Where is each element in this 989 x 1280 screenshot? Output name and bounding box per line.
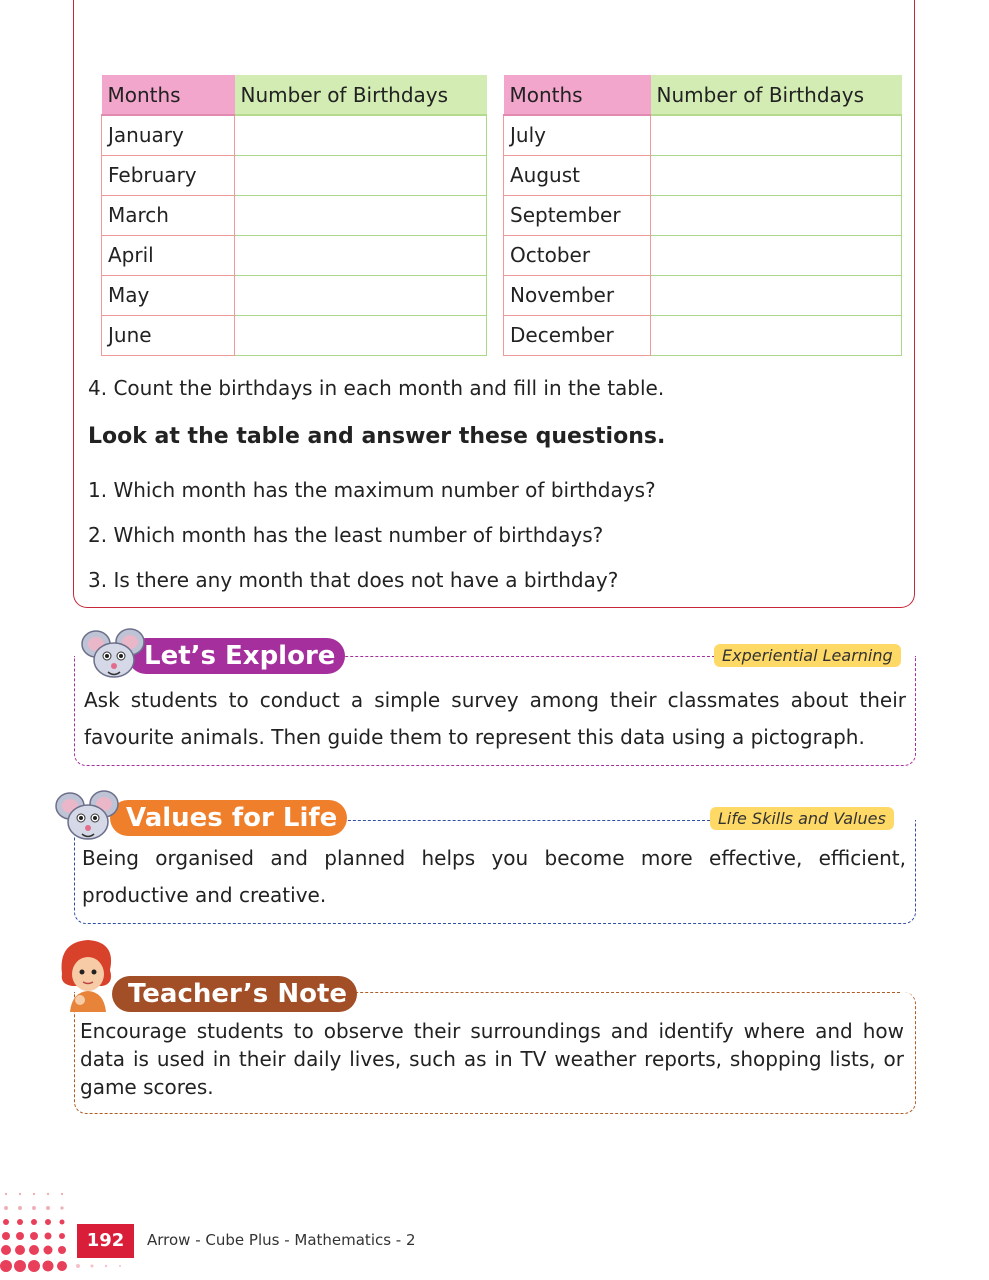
table-row [504,195,902,235]
birthday-count-cell[interactable] [235,235,487,275]
month-cell: July [504,115,651,155]
table-row [102,275,487,315]
question-item: 3. Is there any month that does not have a birthday? [88,568,619,592]
birthday-table-jan-jun [101,75,487,356]
month-cell: February [102,155,235,195]
mouse-mascot-icon [78,628,148,684]
birthday-count-cell[interactable] [651,115,902,155]
values-tag: Life Skills and Values [710,807,894,830]
teacher-girl-icon [52,934,122,1014]
explore-tag: Experiential Learning [714,644,901,667]
teacher-note-text: Encourage students to observe their surroundings and identify where and how data is used in their daily lives, such as in TV weather reports, shopping lists, or game scores. [80,1019,904,1099]
birthday-count-cell[interactable] [651,315,902,355]
teacher-divider [300,992,900,993]
birthday-count-cell[interactable] [651,235,902,275]
table-row [102,155,487,195]
values-text: Being organised and planned helps you become more effective, efficient, productive and creative. [82,846,906,907]
table-row [504,315,902,355]
month-cell: June [102,315,235,355]
explore-title: Let’s Explore [128,638,345,674]
birthday-table-jul-dec [503,75,902,356]
table-row [102,235,487,275]
question-item: 2. Which month has the least number of birthdays? [88,523,604,547]
month-cell: November [504,275,651,315]
births-header: Number of Birthdays [651,75,902,115]
instruction-text: 4. Count the birthdays in each month and fill in the table. [88,376,665,400]
values-divider [308,820,710,821]
birthday-count-cell[interactable] [235,195,487,235]
table-header-row [504,75,902,115]
month-cell: September [504,195,651,235]
values-title: Values for Life [110,800,347,836]
page-number: 192 [77,1224,134,1258]
months-header: Months [102,75,235,115]
month-cell: March [102,195,235,235]
birthday-count-cell[interactable] [651,155,902,195]
questions-heading: Look at the table and answer these questions. [88,424,666,449]
table-header-row [102,75,487,115]
month-cell: April [102,235,235,275]
births-header: Number of Birthdays [235,75,487,115]
table-row [504,235,902,275]
teacher-note-title: Teacher’s Note [112,976,357,1012]
months-header: Months [504,75,651,115]
birthday-count-cell[interactable] [651,275,902,315]
table-row [102,115,487,155]
table-row [504,155,902,195]
birthday-count-cell[interactable] [235,315,487,355]
month-cell: October [504,235,651,275]
birthday-count-cell[interactable] [235,115,487,155]
book-title: Arrow - Cube Plus - Mathematics - 2 [147,1231,416,1249]
birthday-count-cell[interactable] [651,195,902,235]
explore-divider [300,656,720,657]
month-cell: January [102,115,235,155]
table-row [504,275,902,315]
month-cell: May [102,275,235,315]
mouse-mascot-icon [52,790,122,846]
table-row [102,195,487,235]
question-item: 1. Which month has the maximum number of birthdays? [88,478,656,502]
month-cell: August [504,155,651,195]
month-cell: December [504,315,651,355]
explore-text: Ask students to conduct a simple survey among their classmates about their favourite animals. Then guide them to represent this data using a pictograph. [84,688,906,749]
table-row [504,115,902,155]
birthday-count-cell[interactable] [235,275,487,315]
table-row [102,315,487,355]
birthday-count-cell[interactable] [235,155,487,195]
